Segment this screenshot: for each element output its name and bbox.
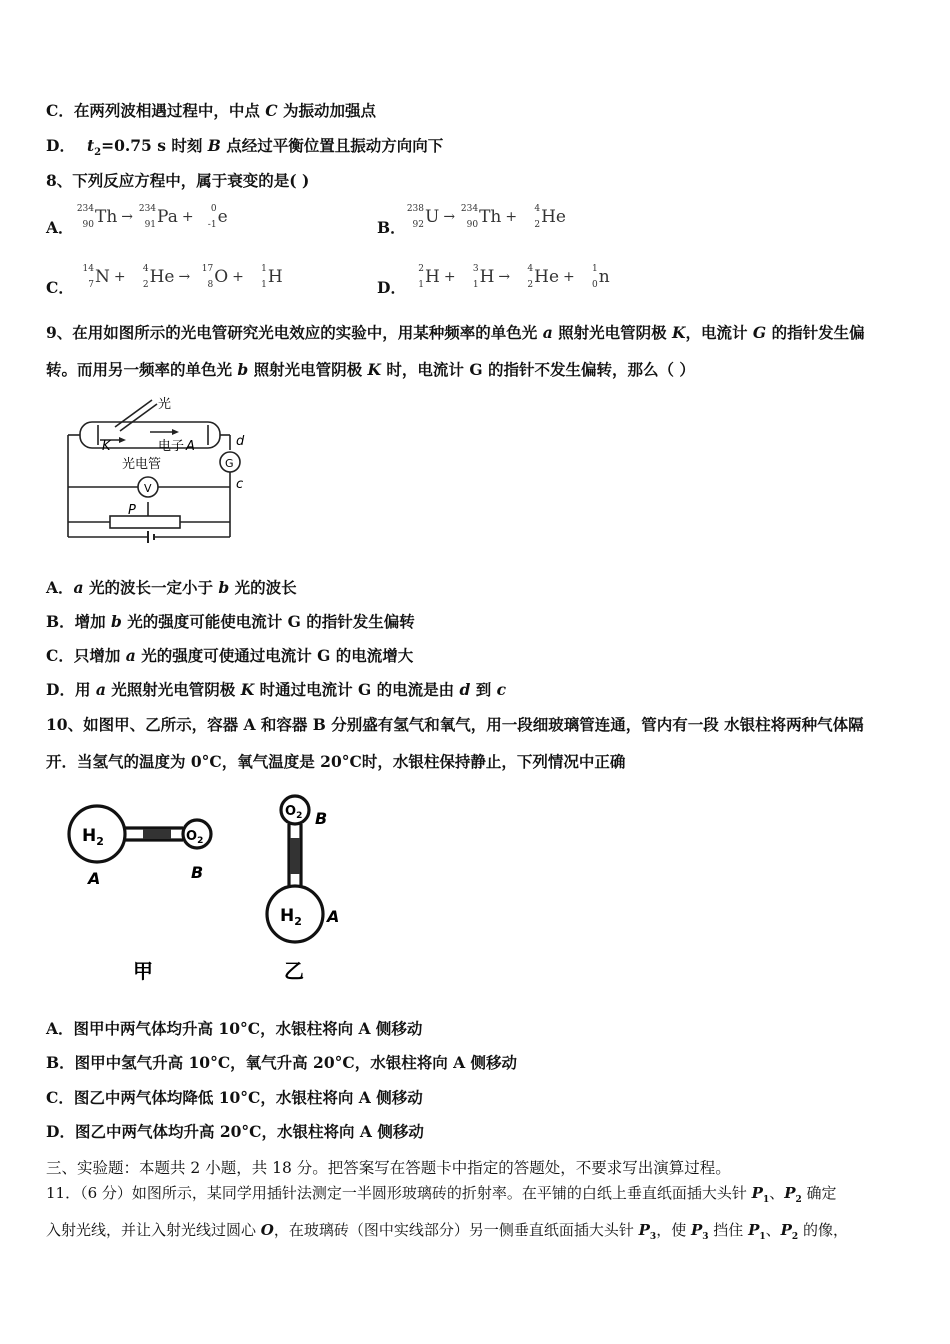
q9-option-c [46, 646, 413, 666]
element-symbol: n [598, 267, 610, 287]
tube-label: 光电管 [122, 457, 162, 472]
text: 确定 [801, 1184, 837, 1202]
plus-sign: + [505, 209, 518, 225]
label-b-yi: B [315, 809, 328, 828]
element-symbol: He [149, 267, 175, 287]
q8-stem: 8、下列反应方程中，属于衰变的是( ) [46, 171, 310, 190]
var-p2: P [780, 1221, 792, 1239]
option-text: 在两列波相遇过程中，中点 [73, 101, 266, 120]
atomic-number: 90 [466, 220, 479, 230]
text: ，电流计 [685, 323, 753, 342]
q8-equation-b [405, 205, 566, 229]
element-symbol: Pa [157, 207, 178, 227]
var-b: b [237, 360, 249, 379]
var-p2: P [784, 1184, 796, 1202]
q10-stem-line2: 开．当氢气的温度为 0°C，氧气温度是 20°C时，水银柱保持静止，下列情况中正确 [46, 752, 626, 771]
electron-label: 电子 [158, 439, 185, 454]
var-a: a [125, 646, 136, 665]
node-d-label: d [236, 434, 245, 449]
container-a-jia [69, 806, 125, 862]
figure-yi-label: 乙 [284, 959, 304, 983]
option-label: C． [46, 646, 74, 665]
option-label: B． [46, 1053, 75, 1072]
anode-label: A [186, 439, 195, 454]
atomic-number: 1 [418, 280, 424, 290]
plus-sign: + [443, 269, 456, 285]
element-symbol: O [214, 267, 229, 287]
label-a-yi: A [327, 907, 340, 926]
mass-number: 4 [527, 264, 534, 274]
var-k: K [240, 680, 255, 699]
var-k: K [367, 360, 382, 379]
nuclide-numbers [137, 205, 157, 229]
subscript: 1 [762, 1195, 770, 1205]
text: 时通过电流计 G 的电流是由 [254, 680, 460, 699]
option-label: A． [46, 578, 74, 597]
q10-option-a [46, 1019, 422, 1039]
text: 到 [470, 680, 497, 699]
nuclide-numbers [75, 265, 95, 289]
label-a-jia: A [88, 869, 101, 888]
nuclide-numbers [75, 205, 95, 229]
element-symbol: He [541, 207, 566, 227]
var-c: c [496, 680, 507, 699]
arrow-icon: → [498, 269, 511, 285]
option-label: C． [46, 1088, 74, 1107]
mercury-column-yi [290, 838, 300, 874]
atomic-number: 2 [527, 280, 534, 290]
var-g: G [752, 323, 767, 342]
mass-number: 4 [142, 264, 149, 274]
var-k: K [672, 323, 686, 342]
phototube [80, 422, 220, 448]
option-text: 图乙中两气体均降低 10°C，水银柱将向 A 侧移动 [73, 1088, 423, 1107]
text: 照射光电管阴极 [248, 360, 368, 379]
var-a: a [542, 323, 553, 342]
q10-option-b [46, 1053, 517, 1073]
atomic-number: 91 [144, 220, 157, 230]
mass-number: 17 [201, 264, 214, 274]
option-text: 为振动加强点 [277, 101, 376, 120]
var-p1: P [748, 1221, 760, 1239]
q8-equation-d [405, 265, 610, 289]
text: ，使 [656, 1221, 691, 1239]
var-b: B [207, 136, 221, 155]
text: 的指针发生偏 [766, 323, 865, 342]
rheostat [110, 516, 180, 528]
mass-number: 1 [261, 264, 267, 274]
nuclide-numbers [514, 265, 534, 289]
mass-number: 0 [210, 204, 217, 214]
text: 、 [765, 1221, 781, 1239]
option-label: A． [46, 1019, 74, 1038]
option-text: =0.75 s 时刻 [101, 136, 208, 155]
text: 光的强度可使通过电流计 G 的电流增大 [135, 646, 414, 665]
text: 的像， [798, 1221, 848, 1239]
subscript: 2 [795, 1195, 802, 1205]
o2-label-yi: $O_2$ [285, 804, 303, 821]
subscript: 3 [649, 1232, 657, 1242]
voltmeter-label: V [144, 482, 152, 495]
var-b: b [218, 578, 230, 597]
option-label: D． [46, 1122, 75, 1141]
atomic-number: 2 [534, 220, 541, 230]
text: 用 [74, 680, 96, 699]
node-c-label: c [236, 477, 244, 492]
q10-option-c [46, 1088, 423, 1108]
plus-sign: + [113, 269, 126, 285]
q9-option-a [46, 578, 297, 598]
var-p3: P [638, 1221, 650, 1239]
text: 时，电流计 G 的指针不发生偏转，那么（ ） [381, 360, 695, 379]
plus-sign: + [181, 209, 194, 225]
subscript: 2 [94, 147, 102, 159]
q8-equation-a [75, 205, 228, 229]
text: 挡住 [708, 1221, 749, 1239]
mass-number: 234 [460, 204, 479, 214]
var-b: b [111, 612, 122, 631]
atomic-number: 2 [142, 280, 149, 290]
element-symbol: Th [95, 207, 118, 227]
var-a: a [95, 680, 106, 699]
h2-label-jia: $H_2$ [82, 826, 104, 848]
mass-number: 14 [82, 264, 94, 274]
element-symbol: U [425, 207, 440, 227]
atomic-number: -1 [207, 220, 217, 230]
atomic-number: 92 [412, 220, 424, 230]
q11-line1 [46, 1182, 837, 1205]
mercury-column-jia [143, 829, 171, 839]
container-a-yi [267, 886, 323, 942]
q9-option-d [46, 680, 506, 700]
element-symbol: N [95, 267, 110, 287]
section-3-heading: 三、实验题：本题共 2 小题，共 18 分。把答案写在答题卡中指定的答题处，不要求写出演算过程。 [46, 1159, 731, 1177]
element-symbol: H [267, 267, 283, 287]
atomic-number: 0 [592, 280, 598, 290]
var-o: O [260, 1221, 274, 1239]
text: 9、在用如图所示的光电管研究光电效应的实验中，用某种频率的单色光 [46, 323, 543, 342]
option-label: D． [46, 680, 75, 699]
element-symbol: H [479, 267, 495, 287]
subscript: 2 [791, 1232, 799, 1242]
q8-option-d-label: D． [377, 278, 406, 297]
plus-sign: + [563, 269, 575, 285]
text: 只增加 [73, 646, 126, 665]
nuclide-numbers [521, 205, 541, 229]
nuclide-numbers [579, 265, 599, 289]
option-label: B． [46, 612, 75, 631]
q8-option-a-label: A． [46, 218, 74, 237]
option-text: 点经过平衡位置且振动方向向下 [220, 136, 444, 155]
atomic-number: 90 [82, 220, 94, 230]
q10-stem-line1: 10、如图甲、乙所示，容器 A 和容器 B 分别盛有氢气和氧气，用一段细玻璃管连通，管内有一段 水银柱将两种气体隔 [46, 715, 864, 734]
element-symbol: Th [479, 207, 502, 227]
q10-option-d [46, 1122, 424, 1142]
atomic-number: 1 [472, 280, 479, 290]
mass-number: 1 [592, 264, 598, 274]
nuclide-numbers [460, 265, 480, 289]
var-p1: P [751, 1184, 763, 1202]
slider-p-label: P [128, 503, 136, 518]
nuclide-numbers [198, 205, 218, 229]
atomic-number: 8 [207, 280, 214, 290]
text: 入射光线，并让入射光线过圆心 [46, 1221, 261, 1239]
element-symbol: H [425, 267, 440, 287]
label-b-jia: B [191, 863, 204, 882]
nuclide-numbers [130, 265, 150, 289]
cathode-label: K [102, 439, 111, 454]
option-label: C． [46, 101, 74, 120]
q8-option-b-label: B． [377, 218, 406, 237]
text: 照射光电管阴极 [552, 323, 673, 342]
option-text: 图甲中氢气升高 10°C，氧气升高 20°C，水银柱将向 A 侧移动 [74, 1053, 518, 1072]
q8-equation-c [75, 265, 283, 289]
light-label: 光 [158, 397, 172, 412]
var-a: a [73, 578, 84, 597]
text: 光的波长 [229, 578, 297, 597]
q7-option-d [46, 136, 443, 163]
plus-sign: + [232, 269, 244, 285]
var-c: C [265, 101, 278, 120]
light-beam [115, 400, 152, 427]
q7-option-c [46, 101, 376, 121]
var-t: t [86, 136, 95, 155]
subscript: 1 [759, 1232, 766, 1242]
text: 光的强度可能使电流计 G 的指针发生偏转 [121, 612, 415, 631]
atomic-number: 7 [88, 280, 94, 290]
atomic-number: 1 [261, 280, 267, 290]
text: 、 [769, 1184, 785, 1202]
arrow-icon: → [178, 269, 191, 285]
text: 增加 [74, 612, 112, 631]
o2-label-jia: $O_2$ [186, 829, 204, 846]
q9-stem-line2 [46, 360, 695, 380]
nuclide-numbers [194, 265, 214, 289]
nuclide-numbers [405, 265, 425, 289]
mass-number: 234 [76, 204, 94, 214]
mass-number: 238 [406, 204, 424, 214]
q9-option-b [46, 612, 415, 632]
nuclide-numbers [459, 205, 479, 229]
arrow-icon: → [443, 209, 456, 225]
galvanometer-label: G [225, 457, 234, 470]
photoelectric-circuit-diagram [60, 392, 250, 552]
text: 光的波长一定小于 [83, 578, 219, 597]
q11-line2 [46, 1219, 848, 1242]
text: ，在玻璃砖（图中实线部分）另一侧垂直纸面插大头针 [273, 1221, 639, 1239]
arrow-icon: → [121, 209, 134, 225]
nuclide-numbers [248, 265, 268, 289]
option-text: 图甲中两气体均升高 10°C，水银柱将向 A 侧移动 [73, 1019, 423, 1038]
mass-number: 4 [534, 204, 541, 214]
figure-jia-label: 甲 [133, 959, 153, 983]
option-text: 图乙中两气体均升高 20°C，水银柱将向 A 侧移动 [74, 1122, 424, 1141]
mass-number: 234 [138, 204, 157, 214]
subscript: 3 [702, 1232, 709, 1242]
h2-label-yi: $H_2$ [280, 906, 302, 928]
q9-stem-line1 [46, 323, 865, 343]
var-d: d [459, 680, 471, 699]
text: 11．（6 分）如图所示，某同学用插针法测定一半圆形玻璃砖的折射率。在平铺的白纸上垂直纸面插大头针 [46, 1184, 752, 1202]
mass-number: 3 [472, 264, 479, 274]
element-symbol: He [534, 267, 560, 287]
gas-containers-figure [55, 790, 365, 990]
mass-number: 2 [418, 264, 424, 274]
text: 转。而用另一频率的单色光 [46, 360, 238, 379]
q8-option-c-label: C． [46, 278, 74, 297]
var-p3: P [690, 1221, 703, 1239]
element-symbol: e [217, 207, 228, 227]
option-label: D． [46, 136, 75, 155]
nuclide-numbers [405, 205, 425, 229]
text: 光照射光电管阴极 [105, 680, 241, 699]
